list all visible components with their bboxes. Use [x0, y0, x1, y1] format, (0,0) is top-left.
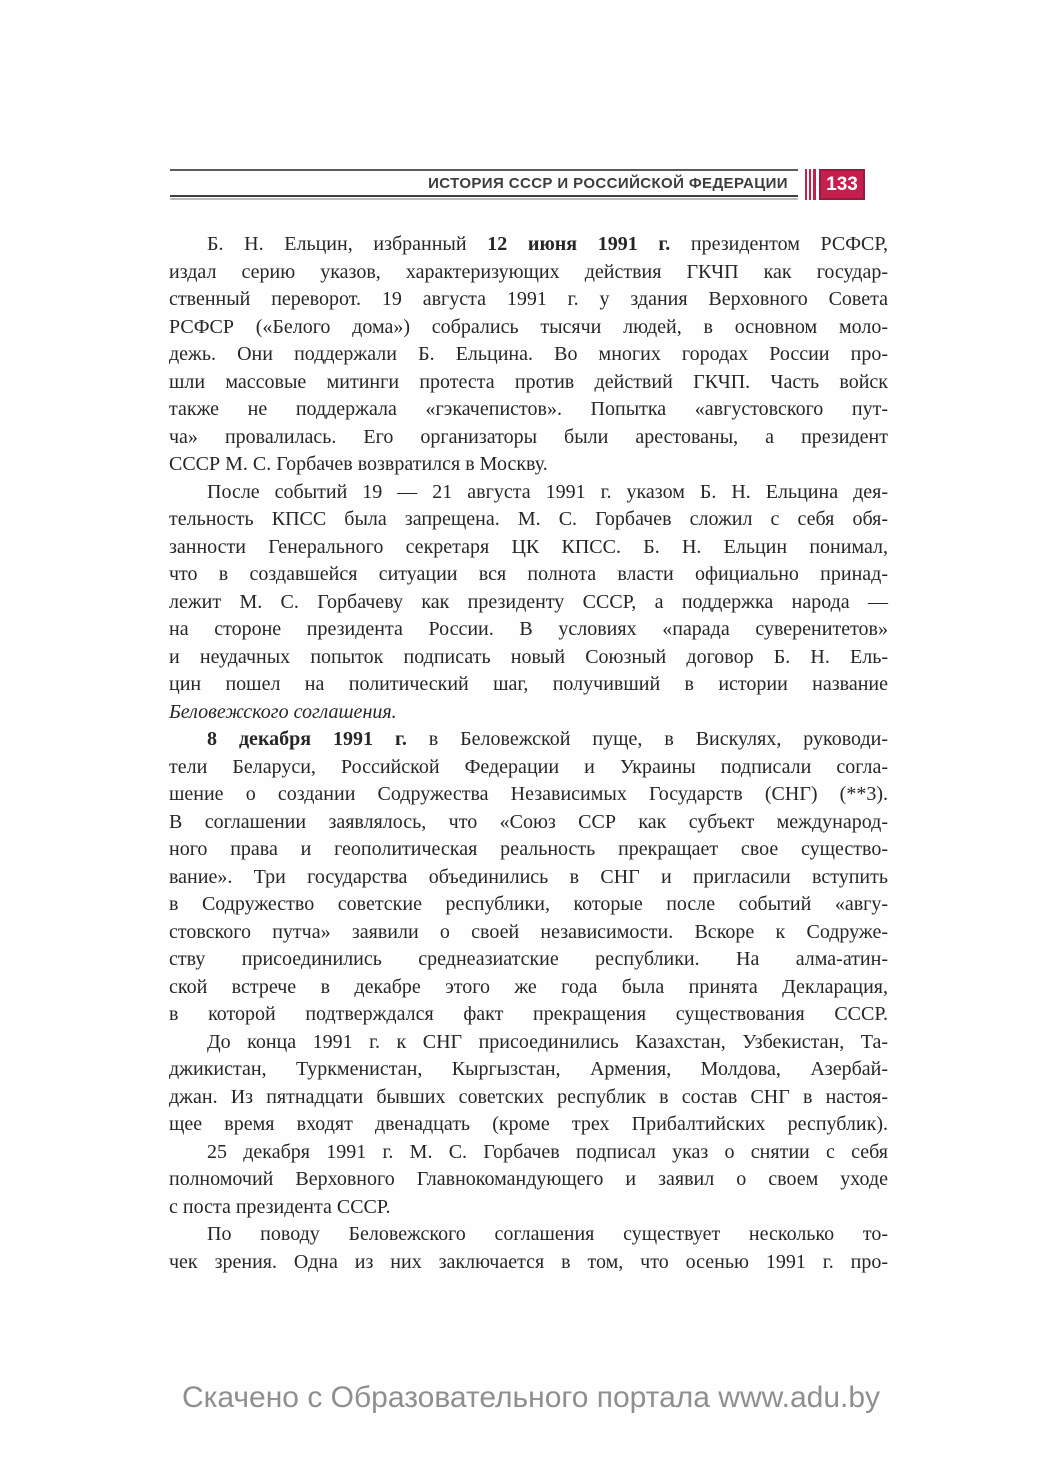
badge-stripe	[805, 169, 807, 200]
badge-stripe	[813, 169, 816, 200]
body-line	[169, 946, 888, 974]
text-run: джикистан, Туркменистан, Кыргызстан, Армения, Молдова, Азербай-	[169, 1058, 888, 1080]
header-bottom-rule	[170, 195, 798, 197]
body-line	[169, 341, 888, 369]
text-run: и неудачных попыток подписать новый Союзный договор Б. Н. Ель-	[169, 645, 888, 668]
body-line	[169, 314, 888, 342]
running-head-rules	[170, 169, 798, 200]
header-bottom-rule-shadow	[170, 198, 798, 200]
body-line	[169, 506, 888, 534]
body-line	[169, 754, 888, 782]
paragraph	[169, 1139, 888, 1222]
text-run: стовского путча» заявили о своей независимости. Вскоре к Содруже-	[169, 920, 888, 943]
body-line	[169, 1249, 888, 1277]
text-run: цин пошел на политический шаг, получивший в истории название	[169, 673, 888, 695]
body-line	[169, 1001, 888, 1029]
text-run: 25 декабря 1991 г. М. С. Горбачев подписал указ о снятии с себя	[207, 1140, 888, 1163]
text-run: ного права и геополитическая реальность прекращает свое существо-	[169, 838, 888, 860]
text-run: что в создавшейся ситуации вся полнота власти официально принад-	[169, 563, 888, 585]
body-line	[169, 534, 888, 562]
text-run: президентом РСФСР,	[670, 233, 888, 255]
paragraph	[169, 1221, 888, 1276]
text-run: в Беловежской пуще, в Вискулях, руководи-	[406, 728, 889, 750]
text-run: ственный переворот. 19 августа 1991 г. у здания Верховного Совета	[169, 288, 888, 310]
text-run: шли массовые митинги протеста против действий ГКЧП. Часть войск	[169, 370, 888, 393]
text-run: РСФСР («Белого дома») собрались тысячи людей, в основном моло-	[169, 315, 888, 338]
text-run: СССР М. С. Горбачев возвратился в Москву.	[169, 453, 548, 475]
text-run: занности Генерального секретаря ЦК КПСС. Б. Н. Ельцин понимал,	[169, 535, 888, 558]
text-run: в которой подтверждался факт прекращения существования СССР.	[169, 1003, 888, 1025]
body-line	[169, 1221, 888, 1249]
body-line	[169, 864, 888, 892]
footer-credit: Скачено с Образовательного портала www.adu.by	[181, 1381, 881, 1414]
body-line	[169, 369, 888, 397]
body-line	[169, 809, 888, 837]
page-title: ИСТОРИЯ СССР И РОССИЙСКОЙ ФЕДЕРАЦИИ	[428, 175, 788, 192]
text-run: издал серию указов, характеризующих действия ГКЧП как государ-	[169, 260, 888, 283]
body-line	[169, 1029, 888, 1057]
body-line	[169, 231, 888, 259]
body-line	[169, 1139, 888, 1167]
text-run: также не поддержала «гэкачепистов». Попытка «августовского пут-	[169, 398, 888, 420]
body-line	[169, 781, 888, 809]
text-run: Б. Н. Ельцин, избранный	[207, 233, 488, 255]
running-head	[170, 169, 865, 200]
body-line	[169, 891, 888, 919]
body-line	[169, 286, 888, 314]
body-line	[169, 259, 888, 287]
body-line	[169, 1166, 888, 1194]
paragraph	[169, 1029, 888, 1139]
text-run: с поста президента СССР.	[169, 1195, 391, 1218]
page-number-badge	[805, 169, 865, 200]
body-line	[169, 836, 888, 864]
text-run: До конца 1991 г. к СНГ присоединились Казахстан, Узбекистан, Та-	[207, 1030, 888, 1053]
text-run: полномочий Верховного Главнокомандующего и заявил о своем уходе	[169, 1168, 888, 1190]
text-run: ской встрече в декабре этого же года была принята Декларация,	[169, 975, 888, 998]
text-run: чек зрения. Одна из них заключается в том, что осенью 1991 г. про-	[169, 1250, 888, 1273]
text-run: щее время входят двенадцать (кроме трех Прибалтийских республик).	[169, 1113, 888, 1135]
text-run: ча» провалилась. Его организаторы были арестованы, а президент	[169, 425, 888, 448]
text-run: джан. Из пятнадцати бывших советских республик в состав СНГ в настоя-	[169, 1085, 888, 1108]
body-line	[169, 1056, 888, 1084]
text-run: По поводу Беловежского соглашения существует несколько то-	[207, 1223, 888, 1245]
article	[169, 231, 888, 1276]
body-line	[169, 479, 888, 507]
text-run: После событий 19 — 21 августа 1991 г. указом Б. Н. Ельцина дея-	[207, 480, 888, 503]
body-line	[169, 1084, 888, 1112]
text-run: В соглашении заявлялось, что «Союз ССР как субъект международ-	[169, 810, 888, 833]
body-line	[169, 671, 888, 699]
text-run: шение о создании Содружества Независимых Государств (СНГ) (**3).	[169, 783, 888, 805]
body-line	[169, 451, 888, 479]
text-run: дежь. Они поддержали Б. Ельцина. Во многих городах России про-	[169, 343, 888, 365]
body-line	[169, 974, 888, 1002]
text-run: лежит М. С. Горбачеву как президенту СССР, а поддержка народа —	[169, 590, 888, 613]
text-run: тели Беларуси, Российской Федерации и Украины подписали согла-	[169, 755, 888, 778]
text-run: в Содружество советские республики, которые после событий «авгу-	[169, 893, 888, 915]
body-line	[169, 589, 888, 617]
body-line	[169, 1194, 888, 1222]
text-run: тельность КПСС была запрещена. М. С. Горбачев сложил с себя обя-	[169, 508, 888, 530]
text-run: ству присоединились среднеазиатские республики. На алма-атин-	[169, 948, 888, 970]
body-line	[169, 726, 888, 754]
text-run: 8 декабря 1991 г.	[207, 728, 407, 750]
body-line	[169, 561, 888, 589]
paragraph	[169, 726, 888, 1029]
body-line	[169, 644, 888, 672]
body-line	[169, 616, 888, 644]
text-run: Беловежского соглашения.	[169, 700, 397, 723]
text-run: на стороне президента России. В условиях «парада суверенитетов»	[169, 618, 888, 640]
body-line	[169, 699, 888, 727]
body-line	[169, 424, 888, 452]
text-run: вание». Три государства объединились в СНГ и пригласили вступить	[169, 865, 888, 888]
body-line	[169, 396, 888, 424]
paragraph	[169, 231, 888, 479]
badge-stripe	[809, 169, 811, 200]
body-line	[169, 919, 888, 947]
body-line	[169, 1111, 888, 1139]
page-number: 133	[819, 169, 865, 200]
text-run: 12 июня 1991 г.	[487, 233, 671, 255]
paragraph	[169, 479, 888, 727]
